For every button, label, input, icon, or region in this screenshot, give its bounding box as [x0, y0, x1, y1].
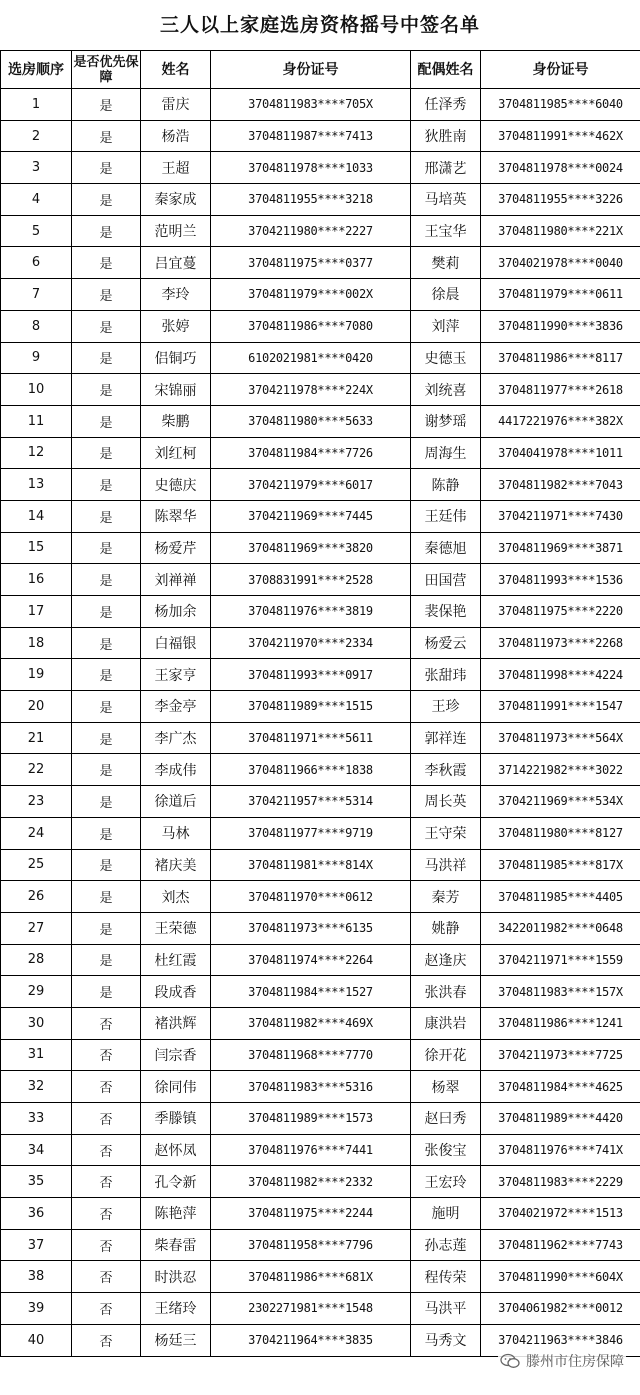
spouse-name-cell: 张甜玮 — [411, 659, 481, 691]
priority-cell: 是 — [72, 374, 141, 406]
table-row — [1, 1293, 640, 1325]
spouse-name-cell: 王守荣 — [411, 817, 481, 849]
priority-cell: 是 — [72, 342, 141, 374]
name-cell: 刘禅禅 — [141, 564, 211, 596]
table-body — [1, 89, 640, 1357]
spouse-id-cell: 3704811962****7743 — [481, 1229, 640, 1261]
name-cell: 季滕镇 — [141, 1103, 211, 1135]
spouse-name-cell: 马洪祥 — [411, 849, 481, 881]
spouse-name-cell: 陈静 — [411, 469, 481, 501]
name-cell: 杨加余 — [141, 596, 211, 628]
order-cell: 38 — [1, 1261, 72, 1293]
order-cell: 7 — [1, 279, 72, 311]
order-cell: 39 — [1, 1293, 72, 1325]
order-cell: 2 — [1, 120, 72, 152]
header-id: 身份证号 — [211, 51, 411, 89]
id-cell: 3704811976****3819 — [211, 596, 411, 628]
spouse-id-cell: 3704811986****8117 — [481, 342, 640, 374]
priority-cell: 否 — [72, 1039, 141, 1071]
order-cell: 10 — [1, 374, 72, 406]
name-cell: 段成香 — [141, 976, 211, 1008]
table-row — [1, 215, 640, 247]
spouse-id-cell: 3704811979****0611 — [481, 279, 640, 311]
spouse-id-cell: 3704811973****2268 — [481, 627, 640, 659]
priority-cell: 否 — [72, 1261, 141, 1293]
id-cell: 3704811958****7796 — [211, 1229, 411, 1261]
priority-cell: 是 — [72, 944, 141, 976]
id-cell: 3704811973****6135 — [211, 912, 411, 944]
id-cell: 3704811978****1033 — [211, 152, 411, 184]
header-spouse: 配偶姓名 — [411, 51, 481, 89]
name-cell: 徐道后 — [141, 786, 211, 818]
id-cell: 3704811986****7080 — [211, 310, 411, 342]
spouse-name-cell: 狄胜南 — [411, 120, 481, 152]
spouse-id-cell: 3704811969****3871 — [481, 532, 640, 564]
id-cell: 3704811969****3820 — [211, 532, 411, 564]
order-cell: 15 — [1, 532, 72, 564]
order-cell: 30 — [1, 1007, 72, 1039]
id-cell: 3704211957****5314 — [211, 786, 411, 818]
table-row — [1, 120, 640, 152]
spouse-id-cell: 3704811986****1241 — [481, 1007, 640, 1039]
name-cell: 杨爱芹 — [141, 532, 211, 564]
table-row — [1, 184, 640, 216]
spouse-name-cell: 秦芳 — [411, 881, 481, 913]
priority-cell: 是 — [72, 976, 141, 1008]
priority-cell: 否 — [72, 1198, 141, 1230]
order-cell: 28 — [1, 944, 72, 976]
id-cell: 3704811968****7770 — [211, 1039, 411, 1071]
priority-cell: 是 — [72, 754, 141, 786]
id-cell: 3708831991****2528 — [211, 564, 411, 596]
id-cell: 3704811976****7441 — [211, 1134, 411, 1166]
name-cell: 李玲 — [141, 279, 211, 311]
priority-cell: 是 — [72, 532, 141, 564]
spouse-name-cell: 周长英 — [411, 786, 481, 818]
order-cell: 33 — [1, 1103, 72, 1135]
spouse-name-cell: 樊莉 — [411, 247, 481, 279]
id-cell: 3704811987****7413 — [211, 120, 411, 152]
name-cell: 杜红霞 — [141, 944, 211, 976]
name-cell: 陈翠华 — [141, 500, 211, 532]
id-cell: 3704811974****2264 — [211, 944, 411, 976]
spouse-id-cell: 3704811985****4405 — [481, 881, 640, 913]
spouse-id-cell: 3704811980****221X — [481, 215, 640, 247]
table-row — [1, 691, 640, 723]
order-cell: 18 — [1, 627, 72, 659]
spouse-name-cell: 徐晨 — [411, 279, 481, 311]
spouse-id-cell: 3704811985****817X — [481, 849, 640, 881]
spouse-name-cell: 施明 — [411, 1198, 481, 1230]
header-priority: 是否优先保障 — [72, 51, 141, 89]
order-cell: 5 — [1, 215, 72, 247]
spouse-name-cell: 王廷伟 — [411, 500, 481, 532]
order-cell: 16 — [1, 564, 72, 596]
priority-cell: 是 — [72, 500, 141, 532]
priority-cell: 是 — [72, 405, 141, 437]
spouse-name-cell: 刘萍 — [411, 310, 481, 342]
spouse-id-cell: 4417221976****382X — [481, 405, 640, 437]
order-cell: 17 — [1, 596, 72, 628]
order-cell: 4 — [1, 184, 72, 216]
id-cell: 3704811975****2244 — [211, 1198, 411, 1230]
priority-cell: 是 — [72, 564, 141, 596]
order-cell: 20 — [1, 691, 72, 723]
name-cell: 徐同伟 — [141, 1071, 211, 1103]
spouse-name-cell: 王宝华 — [411, 215, 481, 247]
spouse-name-cell: 赵逢庆 — [411, 944, 481, 976]
name-cell: 李金亭 — [141, 691, 211, 723]
name-cell: 王荣德 — [141, 912, 211, 944]
id-cell: 3704811971****5611 — [211, 722, 411, 754]
order-cell: 6 — [1, 247, 72, 279]
spouse-id-cell: 3704811984****4625 — [481, 1071, 640, 1103]
spouse-id-cell: 3704811991****1547 — [481, 691, 640, 723]
spouse-name-cell: 周海生 — [411, 437, 481, 469]
table-row — [1, 405, 640, 437]
spouse-name-cell: 杨爱云 — [411, 627, 481, 659]
id-cell: 3704811993****0917 — [211, 659, 411, 691]
watermark-text: 滕州市住房保障 — [526, 1354, 624, 1370]
priority-cell: 是 — [72, 89, 141, 121]
table-row — [1, 564, 640, 596]
name-cell: 杨廷三 — [141, 1324, 211, 1356]
name-cell: 李成伟 — [141, 754, 211, 786]
order-cell: 34 — [1, 1134, 72, 1166]
spouse-id-cell: 3704811993****1536 — [481, 564, 640, 596]
spouse-id-cell: 3704021972****1513 — [481, 1198, 640, 1230]
spouse-name-cell: 马洪平 — [411, 1293, 481, 1325]
spouse-name-cell: 张俊宝 — [411, 1134, 481, 1166]
priority-cell: 是 — [72, 849, 141, 881]
header-spouse-id: 身份证号 — [481, 51, 640, 89]
order-cell: 36 — [1, 1198, 72, 1230]
spouse-name-cell: 马培英 — [411, 184, 481, 216]
spouse-id-cell: 3704811973****564X — [481, 722, 640, 754]
id-cell: 3704211964****3835 — [211, 1324, 411, 1356]
spouse-name-cell: 徐开花 — [411, 1039, 481, 1071]
spouse-id-cell: 3704061982****0012 — [481, 1293, 640, 1325]
order-cell: 31 — [1, 1039, 72, 1071]
order-cell: 8 — [1, 310, 72, 342]
spouse-id-cell: 3704041978****1011 — [481, 437, 640, 469]
table-row — [1, 1198, 640, 1230]
id-cell: 3704811984****1527 — [211, 976, 411, 1008]
order-cell: 26 — [1, 881, 72, 913]
id-cell: 3704811989****1515 — [211, 691, 411, 723]
name-cell: 侣铜巧 — [141, 342, 211, 374]
name-cell: 刘杰 — [141, 881, 211, 913]
table-row — [1, 1071, 640, 1103]
name-cell: 杨浩 — [141, 120, 211, 152]
name-cell: 马林 — [141, 817, 211, 849]
spouse-id-cell: 3704811998****4224 — [481, 659, 640, 691]
table-row — [1, 152, 640, 184]
spouse-name-cell: 孙志莲 — [411, 1229, 481, 1261]
id-cell: 3704811989****1573 — [211, 1103, 411, 1135]
id-cell: 3704211980****2227 — [211, 215, 411, 247]
order-cell: 24 — [1, 817, 72, 849]
table-row — [1, 659, 640, 691]
name-cell: 刘红柯 — [141, 437, 211, 469]
id-cell: 3704811984****7726 — [211, 437, 411, 469]
id-cell: 3704811966****1838 — [211, 754, 411, 786]
name-cell: 柴鹏 — [141, 405, 211, 437]
order-cell: 40 — [1, 1324, 72, 1356]
order-cell: 29 — [1, 976, 72, 1008]
spouse-id-cell: 3422011982****0648 — [481, 912, 640, 944]
table-row — [1, 976, 640, 1008]
priority-cell: 是 — [72, 596, 141, 628]
order-cell: 25 — [1, 849, 72, 881]
priority-cell: 是 — [72, 881, 141, 913]
priority-cell: 否 — [72, 1007, 141, 1039]
account-watermark — [498, 1351, 626, 1371]
priority-cell: 是 — [72, 912, 141, 944]
spouse-id-cell: 3704211973****7725 — [481, 1039, 640, 1071]
spouse-name-cell: 裴保艳 — [411, 596, 481, 628]
spouse-name-cell: 康洪岩 — [411, 1007, 481, 1039]
spouse-id-cell: 3704211969****534X — [481, 786, 640, 818]
spouse-id-cell: 3704811976****741X — [481, 1134, 640, 1166]
priority-cell: 是 — [72, 786, 141, 818]
order-cell: 19 — [1, 659, 72, 691]
priority-cell: 是 — [72, 691, 141, 723]
name-cell: 柴春雷 — [141, 1229, 211, 1261]
table-row — [1, 881, 640, 913]
spouse-name-cell: 秦德旭 — [411, 532, 481, 564]
priority-cell: 是 — [72, 215, 141, 247]
id-cell: 3704811977****9719 — [211, 817, 411, 849]
table-row — [1, 912, 640, 944]
spouse-id-cell: 3704021978****0040 — [481, 247, 640, 279]
name-cell: 宋锦丽 — [141, 374, 211, 406]
order-cell: 13 — [1, 469, 72, 501]
name-cell: 闫宗香 — [141, 1039, 211, 1071]
name-cell: 张婷 — [141, 310, 211, 342]
order-cell: 11 — [1, 405, 72, 437]
order-cell: 3 — [1, 152, 72, 184]
spouse-id-cell: 3704211971****7430 — [481, 500, 640, 532]
name-cell: 赵怀凤 — [141, 1134, 211, 1166]
table-row — [1, 754, 640, 786]
order-cell: 37 — [1, 1229, 72, 1261]
priority-cell: 是 — [72, 152, 141, 184]
id-cell: 3704811983****705X — [211, 89, 411, 121]
priority-cell: 是 — [72, 722, 141, 754]
id-cell: 3704811982****2332 — [211, 1166, 411, 1198]
id-cell: 3704211978****224X — [211, 374, 411, 406]
table-row — [1, 596, 640, 628]
table-row — [1, 469, 640, 501]
priority-cell: 是 — [72, 247, 141, 279]
spouse-name-cell: 王珍 — [411, 691, 481, 723]
id-cell: 3704211969****7445 — [211, 500, 411, 532]
table-row — [1, 786, 640, 818]
name-cell: 史德庆 — [141, 469, 211, 501]
order-cell: 1 — [1, 89, 72, 121]
id-cell: 3704211970****2334 — [211, 627, 411, 659]
priority-cell: 否 — [72, 1324, 141, 1356]
name-cell: 褚庆美 — [141, 849, 211, 881]
spouse-id-cell: 3704211971****1559 — [481, 944, 640, 976]
priority-cell: 是 — [72, 659, 141, 691]
spouse-name-cell: 王宏玲 — [411, 1166, 481, 1198]
table-row — [1, 500, 640, 532]
priority-cell: 是 — [72, 437, 141, 469]
table-row — [1, 247, 640, 279]
id-cell: 3704211979****6017 — [211, 469, 411, 501]
spouse-id-cell: 3704811980****8127 — [481, 817, 640, 849]
priority-cell: 是 — [72, 469, 141, 501]
name-cell: 吕宜蔓 — [141, 247, 211, 279]
id-cell: 3704811981****814X — [211, 849, 411, 881]
id-cell: 3704811980****5633 — [211, 405, 411, 437]
order-cell: 27 — [1, 912, 72, 944]
header-name: 姓名 — [141, 51, 211, 89]
spouse-name-cell: 郭祥连 — [411, 722, 481, 754]
table-row — [1, 627, 640, 659]
table-row — [1, 1134, 640, 1166]
name-cell: 王超 — [141, 152, 211, 184]
spouse-id-cell: 3704811990****3836 — [481, 310, 640, 342]
priority-cell: 否 — [72, 1103, 141, 1135]
order-cell: 14 — [1, 500, 72, 532]
priority-cell: 否 — [72, 1293, 141, 1325]
table-row — [1, 1166, 640, 1198]
table-row — [1, 1039, 640, 1071]
id-cell: 2302271981****1548 — [211, 1293, 411, 1325]
spouse-name-cell: 马秀文 — [411, 1324, 481, 1356]
order-cell: 22 — [1, 754, 72, 786]
table-row — [1, 944, 640, 976]
order-cell: 32 — [1, 1071, 72, 1103]
spouse-name-cell: 田国营 — [411, 564, 481, 596]
name-cell: 李广杰 — [141, 722, 211, 754]
id-cell: 6102021981****0420 — [211, 342, 411, 374]
header-order: 选房顺序 — [1, 51, 72, 89]
name-cell: 陈艳萍 — [141, 1198, 211, 1230]
id-cell: 3704811979****002X — [211, 279, 411, 311]
spouse-name-cell: 邢潇艺 — [411, 152, 481, 184]
order-cell: 12 — [1, 437, 72, 469]
priority-cell: 否 — [72, 1134, 141, 1166]
spouse-name-cell: 张洪春 — [411, 976, 481, 1008]
spouse-name-cell: 姚静 — [411, 912, 481, 944]
id-cell: 3704811955****3218 — [211, 184, 411, 216]
table-row — [1, 89, 640, 121]
id-cell: 3704811986****681X — [211, 1261, 411, 1293]
name-cell: 时洪忍 — [141, 1261, 211, 1293]
table-row — [1, 722, 640, 754]
table-row — [1, 532, 640, 564]
spouse-name-cell: 刘统喜 — [411, 374, 481, 406]
page-title: 三人以上家庭选房资格摇号中签名单 — [159, 14, 480, 36]
table-row — [1, 1261, 640, 1293]
name-cell: 王家亨 — [141, 659, 211, 691]
priority-cell: 否 — [72, 1071, 141, 1103]
name-cell: 王绪玲 — [141, 1293, 211, 1325]
id-cell: 3704811982****469X — [211, 1007, 411, 1039]
spouse-id-cell: 3704811990****604X — [481, 1261, 640, 1293]
spouse-id-cell: 3704811985****6040 — [481, 89, 640, 121]
spouse-name-cell: 赵曰秀 — [411, 1103, 481, 1135]
table-row — [1, 1229, 640, 1261]
spouse-id-cell: 3704811991****462X — [481, 120, 640, 152]
lottery-results-table — [0, 50, 640, 1357]
name-cell: 孔令新 — [141, 1166, 211, 1198]
table-row — [1, 817, 640, 849]
id-cell: 3704811975****0377 — [211, 247, 411, 279]
spouse-id-cell: 3704211963****3846 — [481, 1324, 640, 1356]
table-row — [1, 374, 640, 406]
spouse-name-cell: 谢梦瑶 — [411, 405, 481, 437]
name-cell: 白福银 — [141, 627, 211, 659]
order-cell: 9 — [1, 342, 72, 374]
priority-cell: 是 — [72, 627, 141, 659]
spouse-name-cell: 史德玉 — [411, 342, 481, 374]
spouse-id-cell: 3704811977****2618 — [481, 374, 640, 406]
table-row — [1, 310, 640, 342]
id-cell: 3704811983****5316 — [211, 1071, 411, 1103]
order-cell: 23 — [1, 786, 72, 818]
spouse-id-cell: 3704811983****2229 — [481, 1166, 640, 1198]
priority-cell: 否 — [72, 1229, 141, 1261]
priority-cell: 是 — [72, 310, 141, 342]
table-header-row — [1, 51, 640, 89]
spouse-name-cell: 杨翠 — [411, 1071, 481, 1103]
table-row — [1, 1103, 640, 1135]
table-row — [1, 342, 640, 374]
table-row — [1, 437, 640, 469]
name-cell: 范明兰 — [141, 215, 211, 247]
spouse-id-cell: 3704811989****4420 — [481, 1103, 640, 1135]
spouse-id-cell: 3704811955****3226 — [481, 184, 640, 216]
priority-cell: 是 — [72, 120, 141, 152]
wechat-icon — [500, 1353, 520, 1369]
table-row — [1, 279, 640, 311]
spouse-name-cell: 任泽秀 — [411, 89, 481, 121]
order-cell: 21 — [1, 722, 72, 754]
name-cell: 褚洪辉 — [141, 1007, 211, 1039]
spouse-id-cell: 3704811978****0024 — [481, 152, 640, 184]
spouse-name-cell: 程传荣 — [411, 1261, 481, 1293]
name-cell: 雷庆 — [141, 89, 211, 121]
spouse-id-cell: 3714221982****3022 — [481, 754, 640, 786]
priority-cell: 是 — [72, 184, 141, 216]
priority-cell: 是 — [72, 817, 141, 849]
order-cell: 35 — [1, 1166, 72, 1198]
priority-cell: 是 — [72, 279, 141, 311]
id-cell: 3704811970****0612 — [211, 881, 411, 913]
name-cell: 秦家成 — [141, 184, 211, 216]
table-row — [1, 849, 640, 881]
priority-cell: 否 — [72, 1166, 141, 1198]
spouse-id-cell: 3704811983****157X — [481, 976, 640, 1008]
table-row — [1, 1007, 640, 1039]
spouse-id-cell: 3704811982****7043 — [481, 469, 640, 501]
spouse-id-cell: 3704811975****2220 — [481, 596, 640, 628]
spouse-name-cell: 李秋霞 — [411, 754, 481, 786]
